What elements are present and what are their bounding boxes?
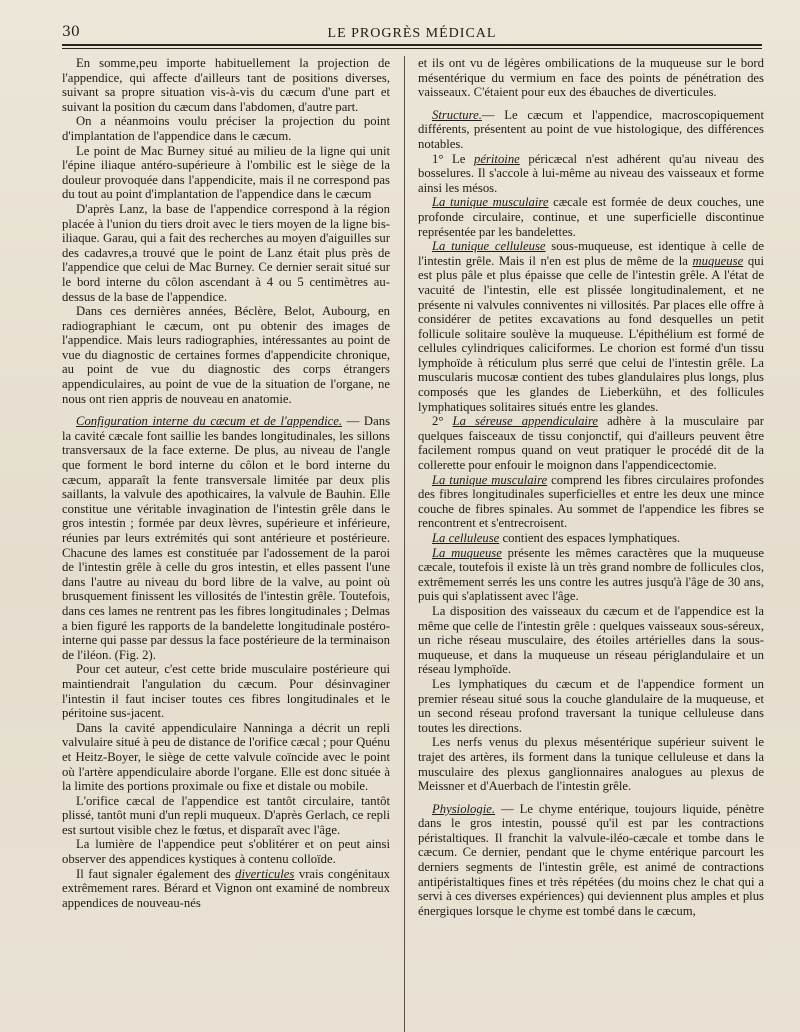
- paragraph-text: adhère à la musculaire par quelques faisceaux de tissu conjonctif, qui d'ailleurs peuvent être facilement rompus quand on veut pratiquer le procédé dit de la collerette pour enfouir le moignon dans l'appendicectomie.: [418, 414, 764, 473]
- section-heading: Physiologie.: [432, 801, 496, 816]
- paragraph: [418, 546, 764, 604]
- journal-title: LE PROGRÈS MÉDICAL: [327, 26, 497, 41]
- emphasis: muqueuse: [692, 253, 744, 268]
- emphasis: diverticules: [235, 866, 295, 881]
- paragraph: Dans ces dernières années, Béclère, Belot, Aubourg, en radiographiant le cæcum, ont pu obtenir des images de l'appendice. Mais leurs radiographies, intéressantes au point de vue du diagnostic de certaines formes d'appendicite chronique, au point de vue du diagnostic des corps étrangers appendiculaires, au point de vue de la situation de l'organe, ne nous ont rien appris de nouveau en anatomie.: [62, 304, 390, 406]
- emphasis: La tunique musculaire: [432, 472, 548, 487]
- paragraph-text: péricæcal n'est adhérent qu'au niveau des bosselures. Il s'accole à lui-même au niveau des vaisseaux et forme ainsi les mésos.: [418, 151, 764, 195]
- paragraph: Dans la cavité appendiculaire Nanninga a décrit un repli valvulaire situé à peu de distance de l'orifice cæcal ; pour Quénu et Heitz-Boyer, le siège de cette valvule coïncide avec le point où l'artère appendiculaire aborde l'organe. Elle est donc située à la limite des portions proximale ou fixe et distale ou mobile.: [62, 720, 390, 794]
- section-paragraph: [418, 108, 764, 152]
- paragraph-body: — Dans la cavité cæcale font saillie les bandes longitudinales, les sillons transversaux de la face externe. De plus, au niveau de l'angle que forment le bord interne du côlon et le bord interne du cæcum, apparaît la fente transversale limitée par deux plis saillants, la valvule des apothicaires, la valvule de Bauhin. Elle constitue une véritable invagination de l'intestin grêle dans le gros intestin ; formée par deux lèvres, supérieure et inférieure, réunies par leurs extrémités qui sont antérieure et postérieure. Chacune des lames est constituée par l'adossement de la paroi de l'intestin grêle à celle du gros intestin, et elles passent l'une dans l'autre au niveau du bord libre de la valve, au point où brusquement finissent les villosités de l'intestin grêle. Toutefois, dans ces lames ne rentrent pas les fibres longitudinales ; Delmas a bien figuré les rapports de la bandelette longitudinale postéro-interne qui passe par dessus la face postérieure de la terminaison de l'iléon. (Fig. 2).: [62, 414, 390, 662]
- paragraph: et ils ont vu de légères ombilications de la muqueuse sur le bord mésentérique du vermium en face des points de pénétration des vaisseaux. C'étaient pour eux des ébauches de diverticules.: [418, 56, 764, 100]
- section-heading: Configuration interne du cæcum et de l'appendice.: [76, 414, 343, 429]
- emphasis: La muqueuse: [432, 545, 502, 560]
- column-divider: [404, 56, 405, 1032]
- paragraph: Les lymphatiques du cæcum et de l'appendice forment un premier réseau situé sous la couche glandulaire de la muqueuse, et un second réseau profond traversant la tunique celluleuse dans toutes les directions.: [418, 676, 764, 735]
- emphasis: péritoine: [473, 151, 520, 166]
- paragraph-text: vrais congénitaux extrêmement rares. Bérard et Vignon ont examiné de nombreux appendices de nouveau-nés: [62, 866, 390, 910]
- emphasis: La tunique musculaire: [432, 195, 549, 210]
- emphasis: La celluleuse: [432, 531, 500, 545]
- paragraph-text: qui est plus pâle et plus épaisse que celle de l'intestin grêle. A l'état de vacuité de l'intestin, elle est plissée longitudinalement, et ne présente ni valvules conniventes ni villosités. Par places elle offre à considérer de petites excavations au fond desquelles un petit follicule solitaire soulève la muqueuse. L'épithélium est formé de cellules cylindriques caliciformes. Le chorion est formé d'un tissu lymphoïde à réticulum plus serré que celui de l'intestin grêle. La muscularis mucosæ contient des tubes glandulaires plus longs, plus composés que les glandes de Lieberkühn, et des follicules lymphatiques solitaires situés entre les glandes.: [418, 253, 764, 414]
- page-number: 30: [62, 24, 80, 40]
- paragraph: [418, 414, 764, 472]
- section-heading: Structure.: [432, 107, 482, 122]
- paragraph-body: — Le cæcum et l'appendice, macroscopiquement différents, présentent au point de vue histologique, des différences notables.: [418, 107, 764, 151]
- paragraph: [62, 867, 390, 911]
- paragraph-text: comprend les fibres circulaires profondes des fibres longitudinales superficielles et entre les deux une mince couche de fibres spinales. Au sommet de l'appendice les fibres se rencontrent et s'entrecroisent.: [418, 472, 764, 531]
- paragraph: [418, 195, 764, 239]
- paragraph: En somme,peu importe habituellement la projection de l'appendice, qui affecte d'ailleurs tant de positions diverses, suivant sa propre situation vis-à-vis du cæcum d'une part et suivant la position du cæcum dans l'abdomen, d'autre part.: [62, 56, 390, 114]
- section-paragraph: [62, 414, 390, 662]
- emphasis: La tunique celluleuse: [432, 239, 546, 254]
- emphasis: La séreuse appendiculaire: [452, 414, 599, 429]
- page-header: [62, 22, 762, 46]
- paragraph-text: sous-muqueuse, est identique à celle de l'intestin grêle. Mais il n'en est plus de même de la: [418, 239, 764, 268]
- paragraph: [418, 473, 764, 531]
- header-rule: [62, 44, 762, 46]
- paragraph-text: Il faut signaler également des: [76, 866, 231, 881]
- paragraph-body: — Le chyme entérique, toujours liquide, pénètre dans le gros intestin, poussé qu'il est par les contractions péristaltiques. Il franchit la valvule-iléo-cæcale et tombe dans le cæcum. Ce dernier, pendant que le chyme entérique parcourt les derniers segments de l'intestin grêle, est animé de contractions antipéristaltiques fines et très répétées (du moins chez le chat qui a servi à ces diverses expériences) qui deviennent plus amples et plus énergiques lorsque le chyme est tombé dans le cæcum,: [418, 801, 764, 918]
- paragraph: [418, 152, 764, 196]
- paragraph-text: cæcale est formée de deux couches, une profonde circulaire, continue, et une superficielle discontinue représentée par les bandelettes.: [418, 195, 764, 239]
- paragraph: Pour cet auteur, c'est cette bride musculaire postérieure qui maintiendrait l'angulation du cæcum. Pour désinvaginer l'intestin il faut inciser toutes ces fibres longitudinales et le péritoine sus-jacent.: [62, 662, 390, 721]
- left-column: [62, 56, 390, 1032]
- paragraph-text: présente les mêmes caractères que la muqueuse cæcale, toutefois il existe là un très grand nombre de follicules clos, extrêmement serrés les uns contre les autres jusqu'à l'âge de 30 ans, puis qui s'aplatissent avec l'âge.: [418, 545, 764, 604]
- header-rule-thin: [62, 48, 762, 49]
- paragraph: La lumière de l'appendice peut s'oblitérer et on peut ainsi observer des appendices kystiques à contenu colloïde.: [62, 837, 390, 867]
- paragraph: Les nerfs venus du plexus mésentérique supérieur suivent le trajet des artères, ils forment dans la tunique celluleuse et dans la musculaire des plexus ganglionnaires analogues au plexus de Meissner et d'Auerbach de l'intestin grêle.: [418, 735, 764, 794]
- section-paragraph: [418, 802, 764, 919]
- paragraph: On a néanmoins voulu préciser la projection du point d'implantation de l'appendice dans le cæcum.: [62, 114, 390, 143]
- paragraph: [418, 239, 764, 414]
- paragraph-text: contient des espaces lymphatiques.: [502, 531, 681, 545]
- paragraph: [418, 531, 764, 546]
- paragraph: La disposition des vaisseaux du cæcum et de l'appendice est la même que celle de l'intestin grêle : quelques vaisseaux sous-séreux, un riche réseau musculaire, des étoiles artérielles dans la sous-muqueuse, et dans la muqueuse un réseau périglandulaire et un réseau lymphoïde.: [418, 603, 764, 677]
- paragraph: L'orifice cæcal de l'appendice est tantôt circulaire, tantôt plissé, tantôt muni d'un repli muqueux. D'après Gerlach, ce repli est surtout visible chez le fœtus, et disparaît avec l'âge.: [62, 793, 390, 837]
- paragraph: Le point de Mac Burney situé au milieu de la ligne qui unit l'épine iliaque antéro-supérieure à l'ombilic est le siège de la douleur provoquée dans l'appendicite, mais il ne correspond pas du tout au point d'implantation de l'appendice dans le cæcum: [62, 143, 390, 202]
- paragraph: D'après Lanz, la base de l'appendice correspond à la région placée à l'union du tiers droit avec le tiers moyen de la ligne bis-iliaque. Garau, qui a fait des recherches au moyen d'aiguilles sur des cadavres,a trouvé que le point de Lanz était plus près de l'appendice que celui de Mac Burney. Ce dernier serait situé sur le bord interne du côlon ascendant à 4 ou 5 centimètres au-dessus de la base de l'appendice.: [62, 201, 390, 304]
- paragraph-text: 2°: [432, 414, 444, 429]
- paragraph-text: 1° Le: [432, 151, 466, 166]
- right-column: [418, 56, 764, 1032]
